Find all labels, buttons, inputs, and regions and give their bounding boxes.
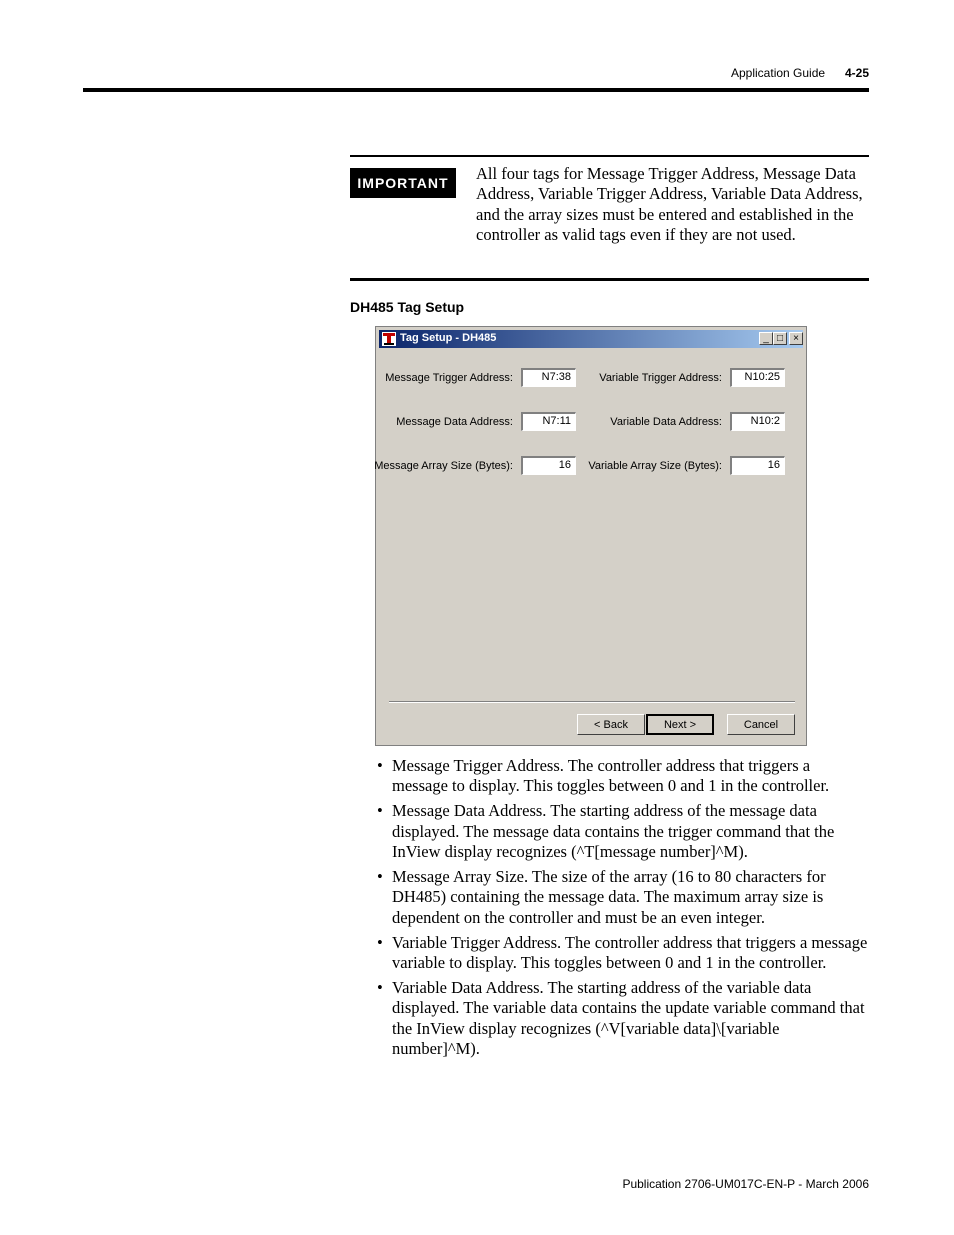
important-label: IMPORTANT	[350, 168, 456, 198]
list-item: • Variable Data Address. The starting address of the variable data displayed. The variable data contains the update variable command that the InView display recognizes (^V[variable data]\[variable number]^M).	[377, 978, 865, 1059]
close-button[interactable]: ×	[789, 332, 803, 345]
msg-array-size-input[interactable]: 16	[521, 456, 576, 475]
list-item: • Message Array Size. The size of the array (16 to 80 characters for DH485) containing the message data. The maximum array size is dependent on the controller and must be an even integer.	[377, 867, 826, 927]
minimize-button[interactable]: _	[759, 332, 773, 345]
bullet-icon: •	[377, 801, 383, 821]
dialog-separator	[389, 701, 795, 703]
dialog-title: Tag Setup - DH485	[400, 332, 497, 344]
important-text: All four tags for Message Trigger Address, Message Data Address, Variable Trigger Address, Variable Data Address, and the array sizes must be entered and established in the controller as valid tags even if they are not used.	[476, 164, 863, 245]
list-item: • Message Trigger Address. The controller address that triggers a message to display. This toggles between 0 and 1 in the controller.	[377, 756, 830, 796]
app-icon	[382, 332, 396, 346]
tag-setup-dialog	[375, 326, 807, 746]
field-descriptions-list	[377, 756, 869, 1064]
msg-array-size-label: Message Array Size (Bytes):	[374, 460, 513, 472]
msg-trigger-input[interactable]: N7:38	[521, 368, 576, 387]
bullet-icon: •	[377, 932, 383, 952]
publication-footer: Publication 2706-UM017C-EN-P - March 2006	[622, 1177, 869, 1191]
cancel-button[interactable]: Cancel	[727, 714, 795, 735]
var-array-size-input[interactable]: 16	[730, 456, 785, 475]
maximize-button[interactable]: □	[773, 332, 787, 345]
dialog-titlebar[interactable]	[379, 330, 803, 348]
running-header-section: Application Guide	[731, 66, 826, 80]
back-button[interactable]: < Back	[577, 714, 645, 735]
var-array-size-label: Variable Array Size (Bytes):	[588, 460, 722, 472]
next-button[interactable]: Next >	[646, 714, 714, 735]
bullet-icon: •	[377, 756, 383, 775]
var-data-label: Variable Data Address:	[610, 416, 722, 428]
msg-data-label: Message Data Address:	[396, 416, 513, 428]
header-rule	[83, 88, 869, 92]
msg-data-input[interactable]: N7:11	[521, 412, 576, 431]
important-top-rule	[350, 155, 869, 157]
var-trigger-label: Variable Trigger Address:	[599, 372, 722, 384]
list-item: • Variable Trigger Address. The controller address that triggers a message variable to display. This toggles between 0 and 1 in the controller.	[377, 932, 868, 973]
figure-caption: DH485 Tag Setup	[350, 299, 465, 315]
var-trigger-input[interactable]: N10:25	[730, 368, 785, 387]
important-bottom-rule	[350, 278, 869, 281]
msg-trigger-label: Message Trigger Address:	[385, 372, 513, 384]
page-number: 4-25	[845, 66, 870, 80]
list-item: • Message Data Address. The starting address of the message data displayed. The message data contains the trigger command that the InView display recognizes (^T[message number]^M).	[377, 801, 835, 862]
bullet-icon: •	[377, 867, 383, 887]
bullet-icon: •	[377, 978, 383, 998]
var-data-input[interactable]: N10:2	[730, 412, 785, 431]
